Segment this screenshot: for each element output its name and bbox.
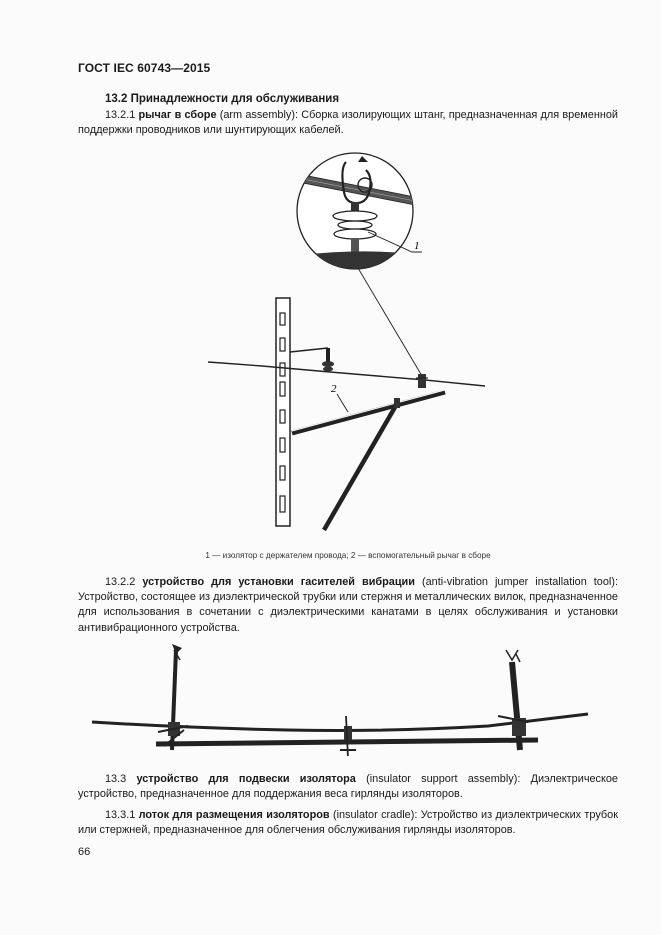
definition: (arm assembly): Сборка изолирующих штанг, предназначенная для временной поддержки проводников или шунтирующих кабелей. (78, 109, 618, 137)
figure-caption: 1 — изолятор с держателем провода; 2 — вспомогательный рычаг в сборе (205, 551, 491, 560)
crossarm (290, 348, 328, 352)
paragraph-13-3-1 (78, 808, 618, 838)
magnified-detail (293, 153, 420, 273)
definition: (insulator cradle): Устройство из диэлектрических трубок или стержней, предназначенное для облегчения обслуживания гирлянды изоляторов. (78, 809, 618, 837)
callout-label-1: 1 (414, 240, 420, 252)
document-header: ГОСТ IEC 60743—2015 (78, 61, 211, 75)
insulator (326, 348, 330, 362)
clause-number: 13.2.2 (105, 576, 136, 588)
term: устройство для установки гасителей вибрации (142, 576, 415, 588)
callout-label-2: 2 (331, 383, 337, 395)
term: рычаг в сборе (138, 109, 217, 121)
paragraph-13-2-2 (78, 575, 618, 636)
conductor (208, 362, 485, 386)
term: лоток для размещения изоляторов (138, 809, 330, 821)
clause-number: 13.3.1 (105, 809, 136, 821)
conductor-holder (418, 374, 426, 388)
term: устройство для подвески изолятора (136, 773, 356, 785)
paragraph-13-3 (78, 772, 618, 802)
definition: (anti-vibration jumper installation tool): Устройство, состоящее из диэлектрической трубки или стержня и металлических вилок, предназначенное для использования в сочетании с диэлектрическими канатами в целях обслуживания и установки антивибрационного устройства. (78, 576, 618, 634)
lattice-pole (276, 298, 290, 526)
auxiliary-arm (292, 392, 445, 433)
clause-number: 13.2.1 (105, 109, 136, 121)
callout-line-2 (337, 394, 348, 412)
definition: (insulator support assembly): Диэлектрическое устройство, предназначенное для поддержания веса гирлянды изоляторов. (78, 773, 618, 801)
right-stick (512, 662, 520, 750)
arm-assembly-figure (200, 148, 500, 540)
leader-line (358, 268, 422, 376)
anti-vibration-tool-figure (88, 636, 598, 756)
clause-number: 13.3 (105, 773, 127, 785)
page-number: 66 (78, 846, 91, 858)
paragraph-13-2-1 (78, 108, 618, 138)
center-fitting (344, 726, 352, 740)
section-title: 13.2 Принадлежности для обслуживания (105, 93, 340, 105)
